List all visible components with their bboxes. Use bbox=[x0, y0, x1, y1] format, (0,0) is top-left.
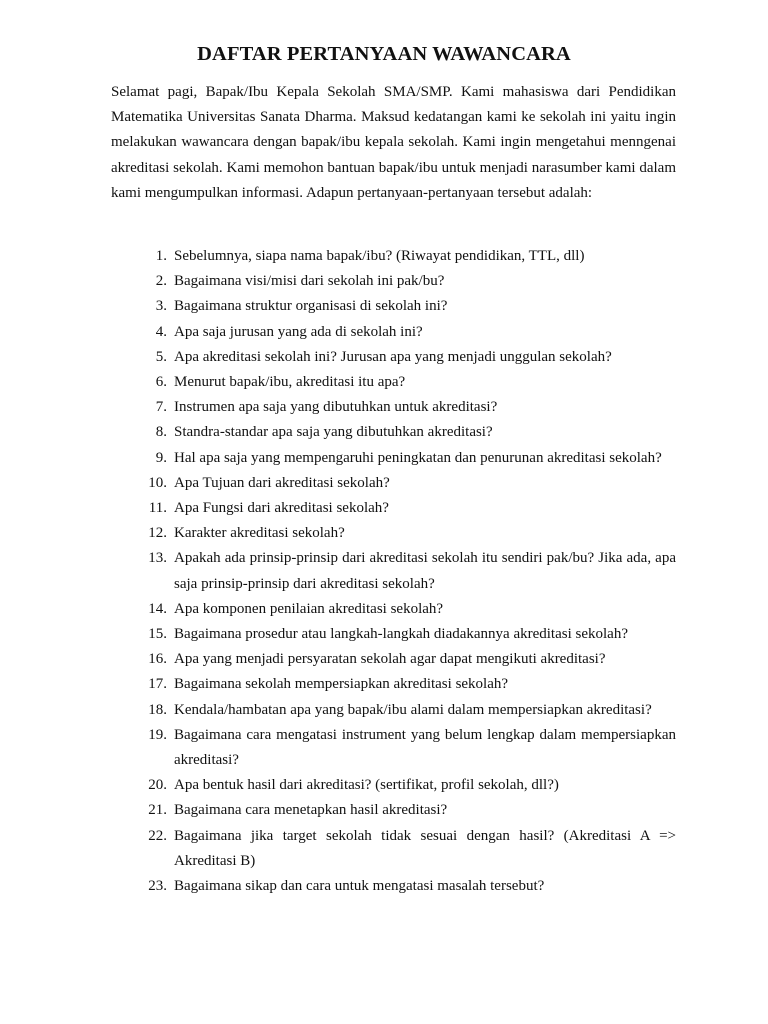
question-item bbox=[111, 874, 676, 899]
question-text: Apa bentuk hasil dari akreditasi? (sertifikat, profil sekolah, dll?) bbox=[174, 777, 559, 794]
question-text: Sebelumnya, siapa nama bapak/ibu? (Riwayat pendidikan, TTL, dll) bbox=[174, 248, 585, 264]
question-number: 23. bbox=[148, 878, 167, 895]
question-text: Bagaimana struktur organisasi di sekolah ini? bbox=[174, 298, 448, 315]
question-text: Apa akreditasi sekolah ini? Jurusan apa yang menjadi unggulan sekolah? bbox=[174, 348, 612, 365]
question-number: 15. bbox=[148, 626, 167, 643]
question-text: Apa saja jurusan yang ada di sekolah ini? bbox=[174, 323, 423, 340]
question-text: Apakah ada prinsip-prinsip dari akreditasi sekolah itu sendiri pak/bu? Jika ada, apa saja prinsip-prinsip dari akreditasi sekolah? bbox=[174, 550, 676, 592]
question-number: 19. bbox=[148, 726, 167, 743]
question-number: 4. bbox=[155, 323, 167, 340]
question-text: Bagaimana sikap dan cara untuk mengatasi masalah tersebut? bbox=[174, 878, 545, 895]
question-item bbox=[111, 370, 676, 395]
question-item bbox=[111, 395, 676, 420]
question-number: 2. bbox=[155, 273, 167, 290]
question-text: Apa komponen penilaian akreditasi sekolah? bbox=[174, 600, 444, 617]
question-item bbox=[111, 521, 676, 546]
question-item bbox=[111, 773, 676, 798]
question-text: Apa yang menjadi persyaratan sekolah agar dapat mengikuti akreditasi? bbox=[174, 651, 606, 668]
question-number: 11. bbox=[148, 500, 167, 517]
question-text: Karakter akreditasi sekolah? bbox=[174, 525, 345, 542]
question-text: Bagaimana visi/misi dari sekolah ini pak/bu? bbox=[174, 273, 445, 290]
question-number: 3. bbox=[155, 298, 167, 315]
question-text: Bagaimana jika target sekolah tidak sesuai dengan hasil? (Akreditasi A => Akreditasi B) bbox=[174, 827, 676, 869]
question-text: Kendala/hambatan apa yang bapak/ibu alami dalam mempersiapkan akreditasi? bbox=[174, 701, 652, 718]
question-number: 6. bbox=[155, 374, 167, 391]
question-number: 17. bbox=[148, 676, 167, 693]
question-text: Hal apa saja yang mempengaruhi peningkatan dan penurunan akreditasi sekolah? bbox=[174, 449, 662, 466]
question-text: Apa Fungsi dari akreditasi sekolah? bbox=[174, 500, 389, 517]
question-item bbox=[111, 622, 676, 647]
question-item bbox=[111, 496, 676, 521]
question-number: 14. bbox=[148, 600, 167, 617]
question-item bbox=[111, 672, 676, 697]
question-item bbox=[111, 723, 676, 773]
question-number: 16. bbox=[148, 651, 167, 668]
question-item bbox=[111, 345, 676, 370]
question-number: 7. bbox=[155, 399, 167, 416]
question-number: 22. bbox=[148, 827, 167, 844]
question-item bbox=[111, 320, 676, 345]
question-text: Bagaimana sekolah mempersiapkan akreditasi sekolah? bbox=[174, 676, 509, 693]
question-number: 1. bbox=[155, 248, 167, 264]
question-text: Bagaimana prosedur atau langkah-langkah diadakannya akreditasi sekolah? bbox=[174, 626, 628, 643]
question-text: Bagaimana cara menetapkan hasil akreditasi? bbox=[174, 802, 448, 819]
question-item bbox=[111, 597, 676, 622]
question-text: Apa Tujuan dari akreditasi sekolah? bbox=[174, 474, 390, 491]
question-item bbox=[111, 446, 676, 471]
question-item bbox=[111, 546, 676, 596]
question-text: Standra-standar apa saja yang dibutuhkan akreditasi? bbox=[174, 424, 493, 441]
question-number: 12. bbox=[148, 525, 167, 542]
question-item bbox=[111, 420, 676, 445]
question-number: 18. bbox=[148, 701, 167, 718]
question-text: Bagaimana cara mengatasi instrument yang belum lengkap dalam mempersiapkan akreditasi? bbox=[174, 726, 676, 769]
question-item bbox=[111, 824, 676, 874]
question-item bbox=[111, 269, 676, 294]
question-item bbox=[111, 244, 676, 269]
question-text: Menurut bapak/ibu, akreditasi itu apa? bbox=[174, 374, 406, 391]
question-item bbox=[111, 294, 676, 319]
question-number: 10. bbox=[148, 474, 167, 491]
question-number: 9. bbox=[155, 449, 167, 466]
page-title: DAFTAR PERTANYAAN WAWANCARA bbox=[197, 43, 571, 65]
question-number: 5. bbox=[155, 348, 167, 365]
question-number: 8. bbox=[155, 424, 167, 441]
question-number: 20. bbox=[148, 777, 167, 794]
question-list bbox=[111, 244, 676, 899]
question-item bbox=[111, 647, 676, 672]
question-item bbox=[111, 798, 676, 823]
question-number: 21. bbox=[148, 802, 167, 819]
question-item bbox=[111, 698, 676, 723]
question-text: Instrumen apa saja yang dibutuhkan untuk akreditasi? bbox=[174, 399, 498, 416]
question-item bbox=[111, 471, 676, 496]
intro-paragraph: Selamat pagi, Bapak/Ibu Kepala Sekolah SMA/SMP. Kami mahasiswa dari Pendidikan Matematika Universitas Sanata Dharma. Maksud kedatangan kami ke sekolah ini yaitu ingin melakukan wawancara dengan bapak/ibu kepala sekolah. Kami ingin mengetahui menngenai akreditasi sekolah. Kami memohon bantuan bapak/ibu untuk menjadi narasumber kami dalam kami mengumpulkan informasi. Adapun pertanyaan-pertanyaan tersebut adalah: bbox=[111, 84, 676, 201]
question-number: 13. bbox=[148, 550, 167, 567]
